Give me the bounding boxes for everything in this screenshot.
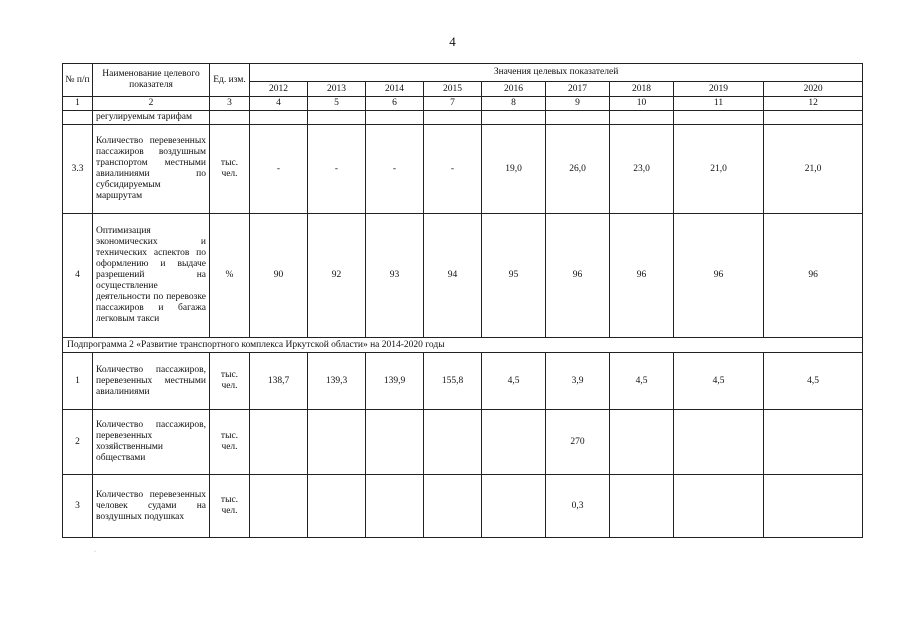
cell-value xyxy=(250,475,308,538)
cell-value: 138,7 xyxy=(250,353,308,410)
cell-value xyxy=(482,410,546,475)
column-number: 10 xyxy=(610,97,674,111)
cell-value xyxy=(482,475,546,538)
year-header: 2018 xyxy=(610,82,674,97)
cell-value: - xyxy=(250,125,308,214)
subprogram-row xyxy=(63,338,863,353)
column-number: 12 xyxy=(764,97,863,111)
cell-value: 139,3 xyxy=(308,353,366,410)
footer-mark: · xyxy=(94,549,96,555)
empty-cell xyxy=(366,111,424,125)
year-header: 2019 xyxy=(674,82,764,97)
empty-cell xyxy=(308,111,366,125)
cell-value: 23,0 xyxy=(610,125,674,214)
cell-value: 95 xyxy=(482,214,546,338)
cell-value: 0,3 xyxy=(546,475,610,538)
cell-value: 93 xyxy=(366,214,424,338)
cell-unit: тыс. чел. xyxy=(210,125,250,214)
year-header: 2020 xyxy=(764,82,863,97)
cell-value: 3,9 xyxy=(546,353,610,410)
cell-value: - xyxy=(308,125,366,214)
year-header: 2015 xyxy=(424,82,482,97)
column-number: 4 xyxy=(250,97,308,111)
cell-num: 4 xyxy=(63,214,93,338)
column-number: 1 xyxy=(63,97,93,111)
cell-value xyxy=(674,410,764,475)
cell-name: Количество перевезенных человек судами на воздушных подушках xyxy=(93,475,210,538)
cell-num: 2 xyxy=(63,410,93,475)
cell-name: регулируемым тарифам xyxy=(93,111,210,125)
cell-value: 92 xyxy=(308,214,366,338)
cell-num: 3.3 xyxy=(63,125,93,214)
column-number: 5 xyxy=(308,97,366,111)
cell-value: 26,0 xyxy=(546,125,610,214)
column-number: 9 xyxy=(546,97,610,111)
cell-unit: тыс. чел. xyxy=(210,475,250,538)
cell-value xyxy=(308,475,366,538)
cell-value xyxy=(366,475,424,538)
empty-cell xyxy=(482,111,546,125)
table-row xyxy=(63,475,863,538)
table-row-continuation xyxy=(63,111,863,125)
cell-value xyxy=(674,475,764,538)
empty-cell xyxy=(250,111,308,125)
cell-value: - xyxy=(424,125,482,214)
header-num: № п/п xyxy=(63,64,93,97)
cell-value: 96 xyxy=(674,214,764,338)
year-header: 2012 xyxy=(250,82,308,97)
table-row xyxy=(63,125,863,214)
cell-value: 270 xyxy=(546,410,610,475)
cell-value: 4,5 xyxy=(674,353,764,410)
cell-unit: тыс. чел. xyxy=(210,353,250,410)
cell-name: Количество пассажиров, перевезенных местными авиалиниями xyxy=(93,353,210,410)
cell-value xyxy=(250,410,308,475)
column-number: 2 xyxy=(93,97,210,111)
cell-value xyxy=(610,410,674,475)
year-header: 2017 xyxy=(546,82,610,97)
cell-num xyxy=(63,111,93,125)
column-number: 11 xyxy=(674,97,764,111)
year-header: 2016 xyxy=(482,82,546,97)
cell-value: 4,5 xyxy=(764,353,863,410)
empty-cell xyxy=(610,111,674,125)
cell-name: Оптимизация экономических и технических аспектов по оформлению и выдаче разрешений на осуществление деятельности по перевозке пассажиров и багажа легковым такси xyxy=(93,214,210,338)
cell-value xyxy=(764,410,863,475)
empty-cell xyxy=(764,111,863,125)
empty-cell xyxy=(546,111,610,125)
cell-unit: тыс. чел. xyxy=(210,410,250,475)
cell-value: - xyxy=(366,125,424,214)
year-header: 2014 xyxy=(366,82,424,97)
cell-value: 94 xyxy=(424,214,482,338)
empty-cell xyxy=(424,111,482,125)
cell-num: 3 xyxy=(63,475,93,538)
cell-value: 21,0 xyxy=(764,125,863,214)
cell-value: 155,8 xyxy=(424,353,482,410)
subprogram-title: Подпрограмма 2 «Развитие транспортного комплекса Иркутской области» на 2014-2020 годы xyxy=(63,338,863,353)
cell-unit: % xyxy=(210,214,250,338)
cell-value: 96 xyxy=(610,214,674,338)
table-row xyxy=(63,410,863,475)
empty-cell xyxy=(210,111,250,125)
header-name: Наименование целевого показателя xyxy=(93,64,210,97)
header-values: Значения целевых показателей xyxy=(250,64,863,82)
empty-cell xyxy=(674,111,764,125)
cell-value xyxy=(366,410,424,475)
cell-name: Количество перевезенных пассажиров воздушным транспортом местными авиалиниями по субсидируемым маршрутам xyxy=(93,125,210,214)
cell-value xyxy=(764,475,863,538)
year-header: 2013 xyxy=(308,82,366,97)
table-row xyxy=(63,214,863,338)
cell-value: 139,9 xyxy=(366,353,424,410)
column-number: 8 xyxy=(482,97,546,111)
cell-value: 90 xyxy=(250,214,308,338)
table-row xyxy=(63,353,863,410)
page-number: 4 xyxy=(449,34,456,49)
cell-value: 96 xyxy=(546,214,610,338)
column-number: 7 xyxy=(424,97,482,111)
cell-value: 19,0 xyxy=(482,125,546,214)
cell-value xyxy=(308,410,366,475)
header-unit: Ед. изм. xyxy=(210,64,250,97)
cell-value xyxy=(424,410,482,475)
target-indicators-table xyxy=(62,63,863,538)
column-number: 3 xyxy=(210,97,250,111)
cell-value: 4,5 xyxy=(610,353,674,410)
cell-value xyxy=(610,475,674,538)
column-number: 6 xyxy=(366,97,424,111)
cell-value: 96 xyxy=(764,214,863,338)
cell-name: Количество пассажиров, перевезенных хозяйственными обществами xyxy=(93,410,210,475)
cell-value: 4,5 xyxy=(482,353,546,410)
cell-value: 21,0 xyxy=(674,125,764,214)
cell-value xyxy=(424,475,482,538)
cell-num: 1 xyxy=(63,353,93,410)
